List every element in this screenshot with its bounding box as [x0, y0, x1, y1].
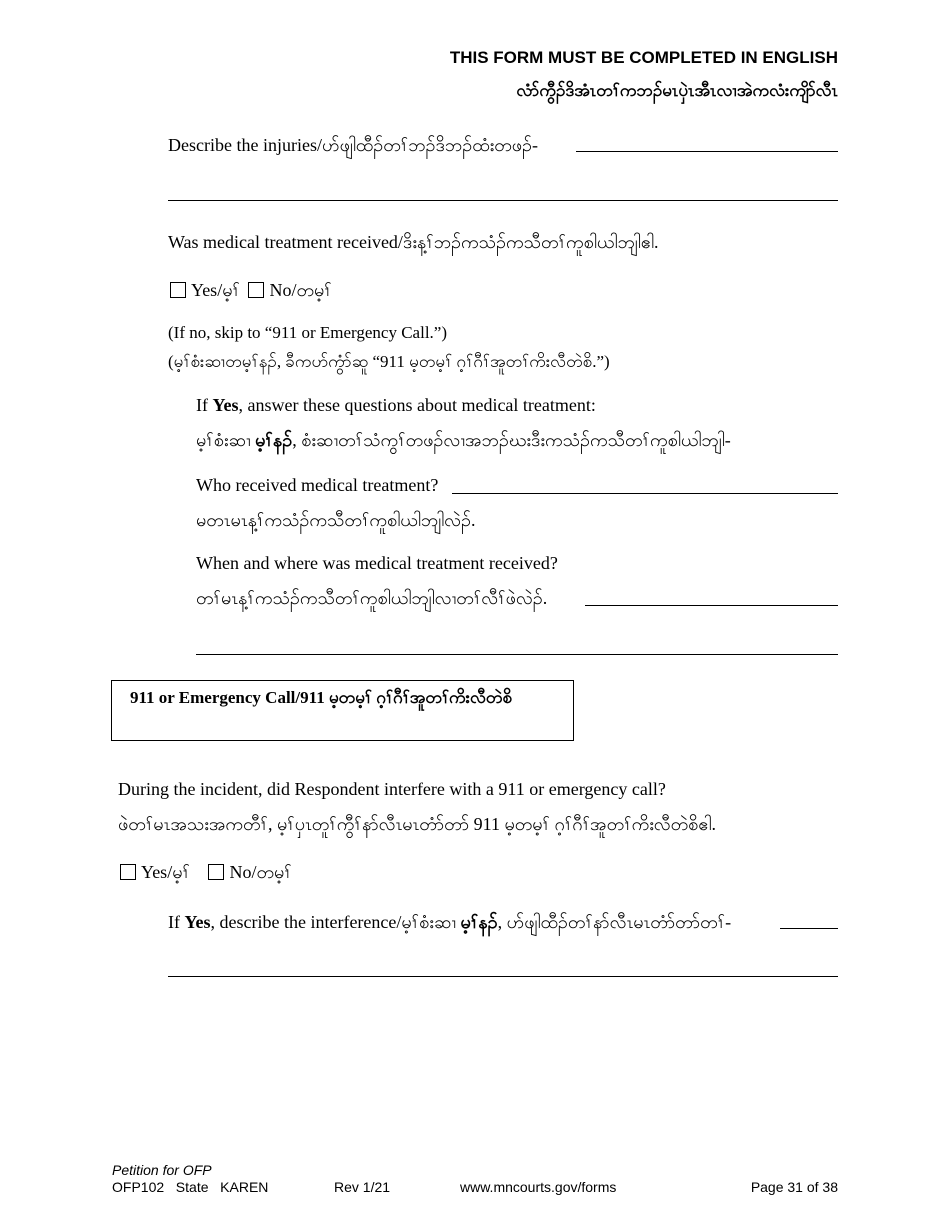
emergency-no-checkbox[interactable] [208, 864, 224, 880]
emergency-call-section-header [111, 680, 574, 741]
skip-instruction-en: (If no, skip to “911 or Emergency Call.”) [168, 323, 448, 342]
when-where-answer-line[interactable] [585, 605, 838, 606]
injuries-label: Describe the injuries/ဟ်ဖျါထီၣ်တၢ်ဘၣ်ဒိဘၣ်ထံးတဖၣ်- [168, 135, 538, 155]
who-received-question: Who received medical treatment? [196, 475, 439, 495]
interference-answer-line-2[interactable] [168, 976, 838, 977]
emergency-question-en: During the incident, did Respondent interfere with a 911 or emergency call? [118, 779, 666, 799]
emergency-yes-label: Yes/မ့ၢ် [141, 862, 190, 882]
medical-options [170, 278, 332, 305]
medical-no-label: No/တမ့ၢ် [269, 280, 332, 300]
medical-question: Was medical treatment received/ဒိးန့ၢ်ဘၣ်ကသံၣ်ကသီတၢ်ကူစါယါဘျါဧါ. [168, 232, 659, 252]
injuries-answer-line-2[interactable] [168, 200, 838, 201]
footer-petition: Petition for OFP [112, 1162, 212, 1178]
if-yes-instruction-kar: မ့ၢ်စံးဆၢ မ့ၢ်နၣ်, စံးဆၢတၢ်သံကွၢ်တဖၣ်လၢအဘၣ်ဃးဒီးကသံၣ်ကသီတၢ်ကူစါယါဘျါ- [196, 430, 731, 450]
section-title: 911 or Emergency Call/911 မ့တမ့ၢ် ဂ့ၢ်ဂီၢ်အူတၢ်ကိးလီတဲစိ [130, 688, 513, 707]
emergency-yes-checkbox[interactable] [120, 864, 136, 880]
medical-yes-label: Yes/မ့ၢ် [191, 280, 240, 300]
who-received-question-kar: မတၤမၤန့ၢ်ကသံၣ်ကသီတၢ်ကူစါယါဘျါလဲၣ်. [196, 510, 476, 530]
footer-revision: Rev 1/21 [334, 1179, 391, 1195]
when-where-question: When and where was medical treatment received? [196, 553, 558, 573]
injuries-answer-line[interactable] [576, 151, 838, 152]
interference-answer-line[interactable] [780, 928, 838, 929]
emergency-no-label: No/တမ့ၢ် [229, 862, 292, 882]
who-received-answer-line[interactable] [452, 493, 838, 494]
when-where-question-kar: တၢ်မၤန့ၢ်ကသံၣ်ကသီတၢ်ကူစါယါဘျါလၢတၢ်လီၢ်ဖဲလဲၣ်. [196, 588, 548, 608]
emergency-question-kar: ဖဲတၢ်မၤအသးအကတီၢ်, မ့ၢ်ပှၤတူၢ်ကွီၢ်နာ်လီၤမၤတံာ်တာ် 911 မ့တမ့ၢ် ဂ့ၢ်ဂီၢ်အူတၢ်ကိးလီတဲစိဧါ. [118, 814, 717, 834]
emergency-options [120, 860, 292, 887]
interference-instruction: If Yes, describe the interference/မ့ၢ်စံးဆၢ မ့ၢ်နၣ်, ဟ်ဖျါထီၣ်တၢ်နာ်လီၤမၤတံာ်တာ်တၢ်- [168, 912, 732, 932]
form-english-notice: THIS FORM MUST BE COMPLETED IN ENGLISH [449, 48, 838, 67]
footer-page-number: Page 31 of 38 [750, 1179, 838, 1195]
medical-no-checkbox[interactable] [248, 282, 264, 298]
footer-url[interactable]: www.mncourts.gov/forms [460, 1179, 617, 1195]
skip-instruction-kar: (မ့ၢ်စံးဆၢတမ့ၢ်နၣ်, ခီကဟ်ကွံာ်ဆူ “911 မ့တမ့ၢ် ဂ့ၢ်ဂီၢ်အူတၢ်ကိးလီတဲစိ.”) [168, 352, 610, 371]
form-karen-notice: လံာ်ကွီၣ်ဒိအံၤတၢ်ကဘၣ်မၤပှဲၤအီၤလၢအဲကလံးကျိာ်လီၤ [516, 81, 838, 100]
footer-form-id: OFP102 State KAREN [112, 1179, 269, 1195]
medical-yes-checkbox[interactable] [170, 282, 186, 298]
if-yes-instruction-en: If Yes, answer these questions about medical treatment: [196, 395, 596, 415]
when-where-answer-line-2[interactable] [196, 654, 838, 655]
